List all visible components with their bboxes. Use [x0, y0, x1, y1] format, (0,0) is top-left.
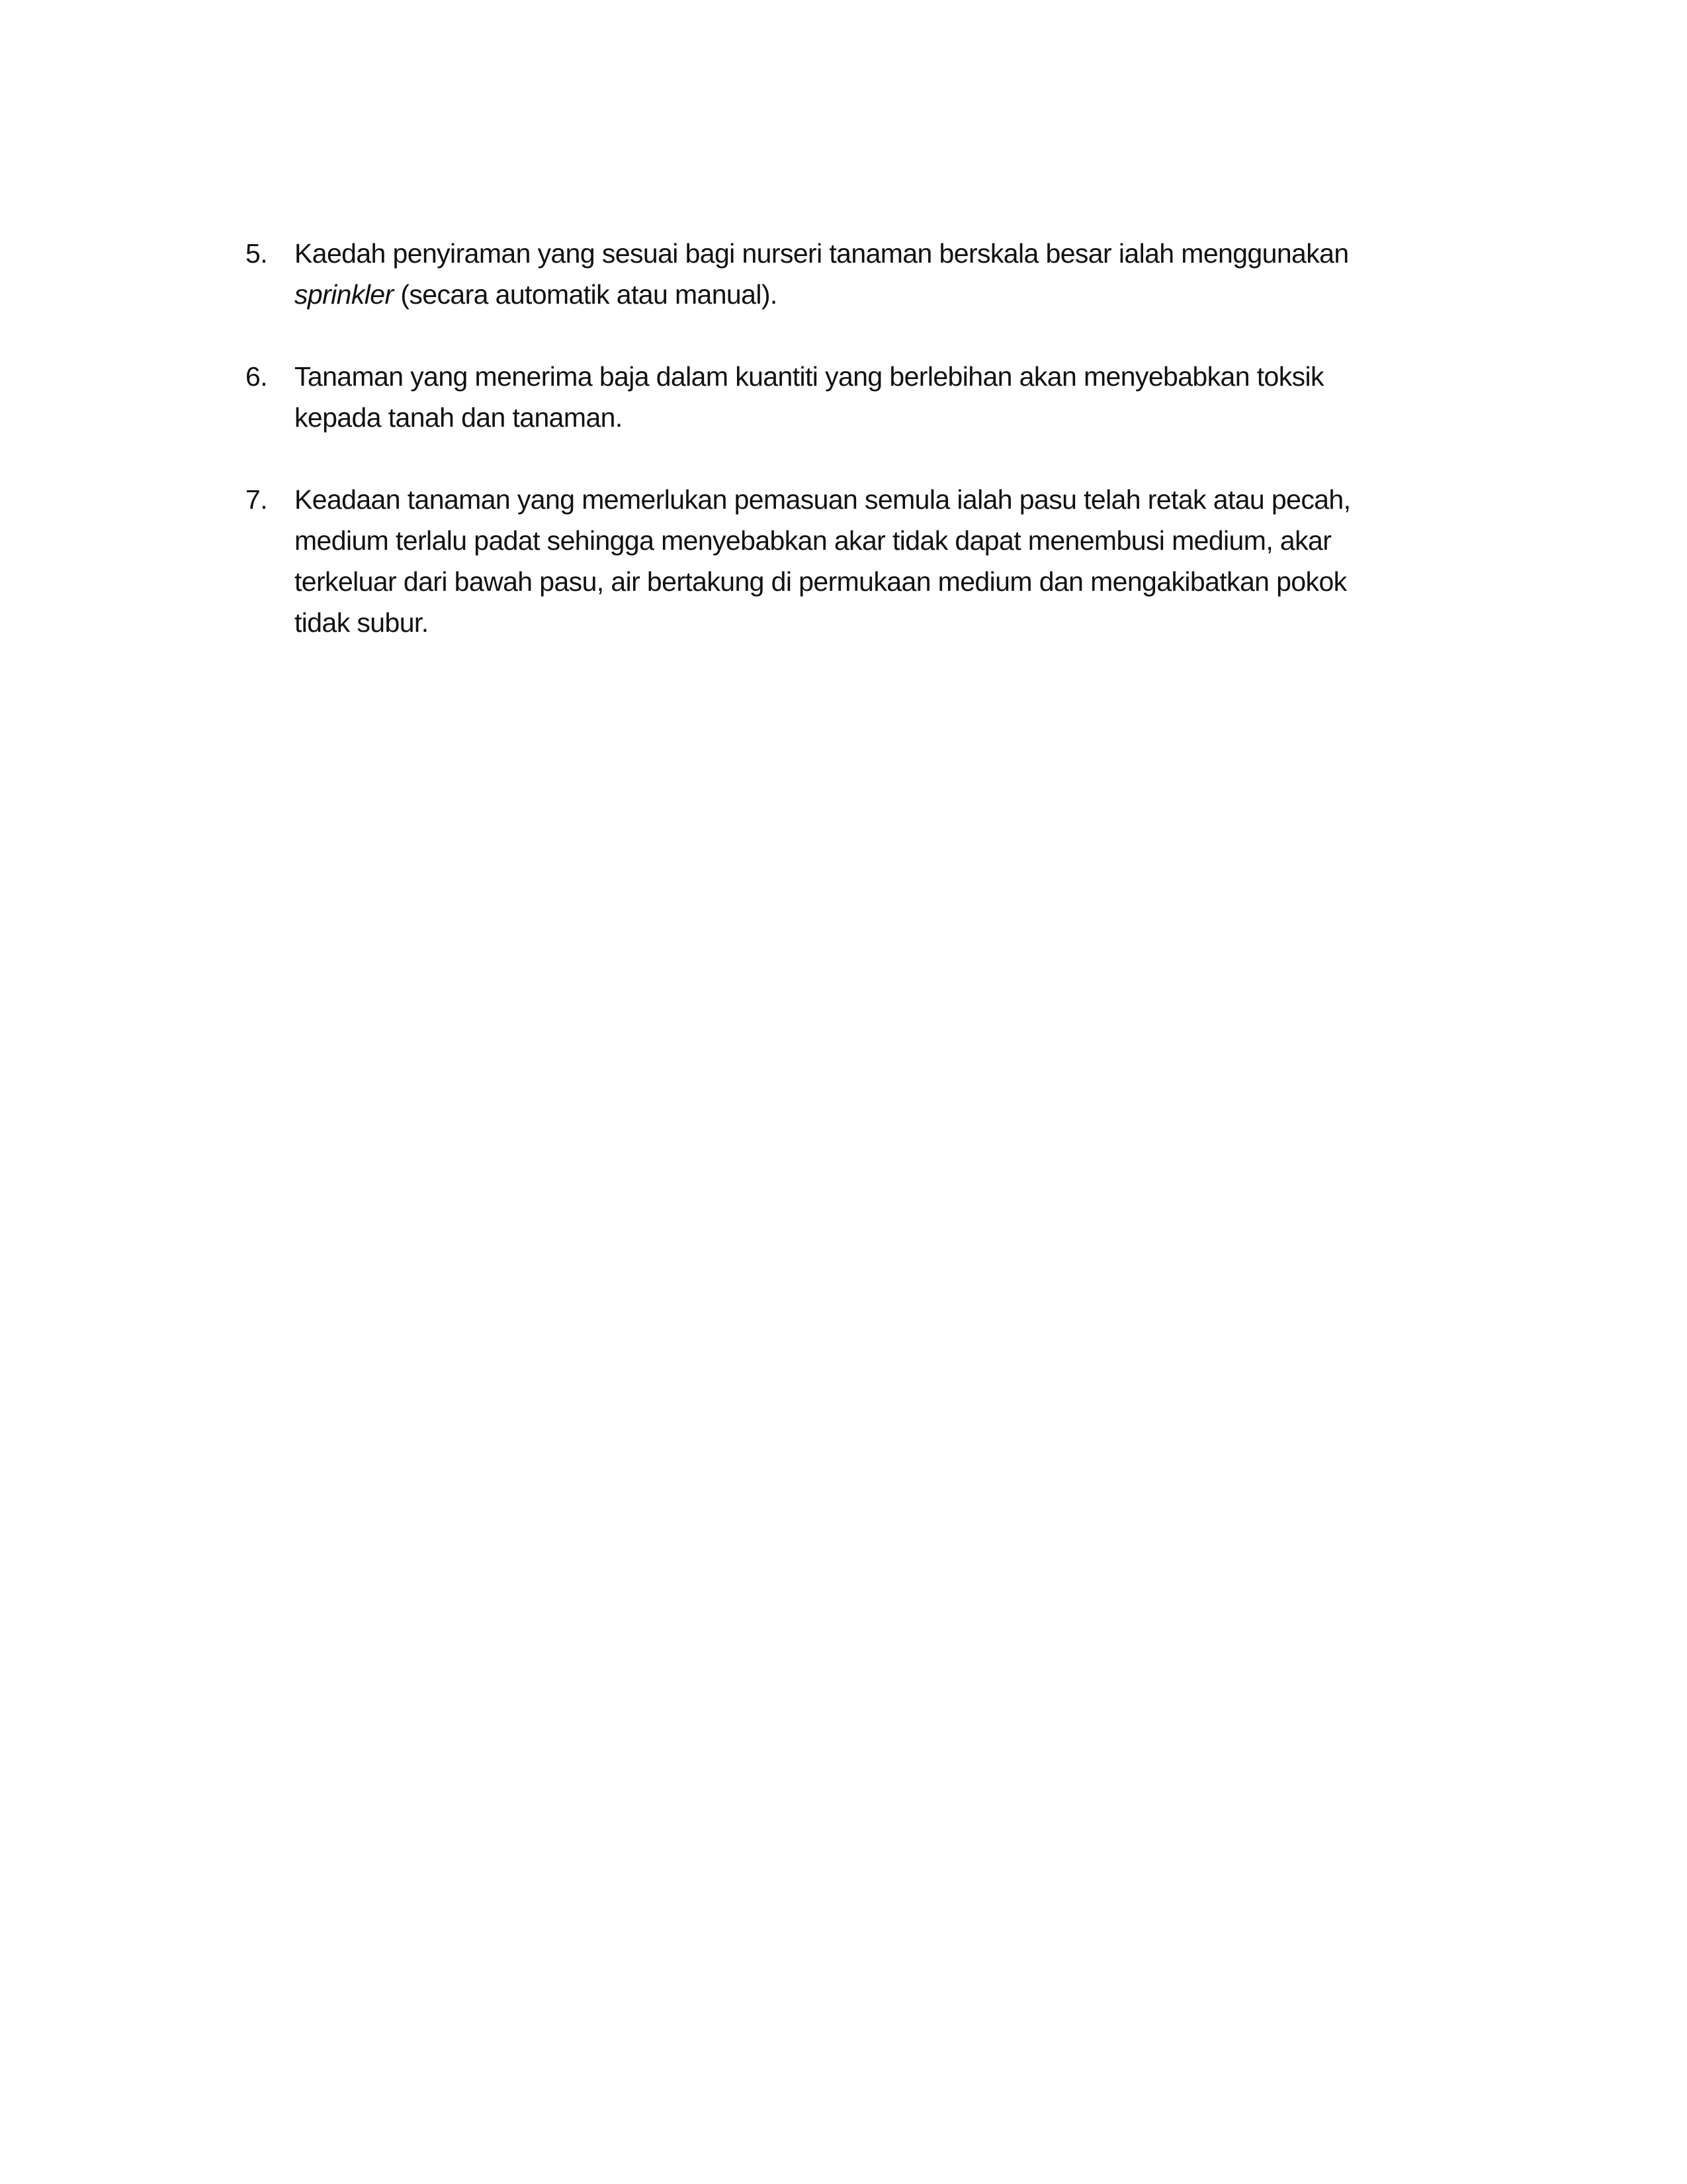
- text-segment: (secara automatik atau manual).: [393, 279, 777, 310]
- numbered-list: [245, 233, 1456, 684]
- item-text: [294, 356, 1456, 438]
- list-item-6: [245, 356, 1456, 438]
- text-line: medium terlalu padat sehingga menyebabkan akar tidak dapat menembusi medium, akar: [294, 525, 1332, 556]
- item-number: 7.: [245, 484, 267, 515]
- text-line: Keadaan tanaman yang memerlukan pemasuan semula ialah pasu telah retak atau pecah,: [294, 484, 1351, 515]
- list-item-7: [245, 479, 1456, 643]
- item-text: [294, 233, 1456, 315]
- item-text: [294, 479, 1456, 643]
- italic-term: sprinkler: [294, 279, 394, 310]
- text-line: Tanaman yang menerima baja dalam kuantiti yang berlebihan akan menyebabkan toksik: [294, 361, 1324, 392]
- item-number: 5.: [245, 238, 267, 269]
- list-item-5: [245, 233, 1456, 315]
- text-line: tidak subur.: [294, 607, 429, 638]
- text-line: kepada tanah dan tanaman.: [294, 402, 623, 433]
- text-line: terkeluar dari bawah pasu, air bertakung di permukaan medium dan mengakibatkan pokok: [294, 566, 1347, 597]
- text-line: Kaedah penyiraman yang sesuai bagi nurseri tanaman berskala besar ialah menggunakan: [294, 238, 1349, 269]
- item-number: 6.: [245, 361, 267, 392]
- text-line: [294, 274, 1456, 315]
